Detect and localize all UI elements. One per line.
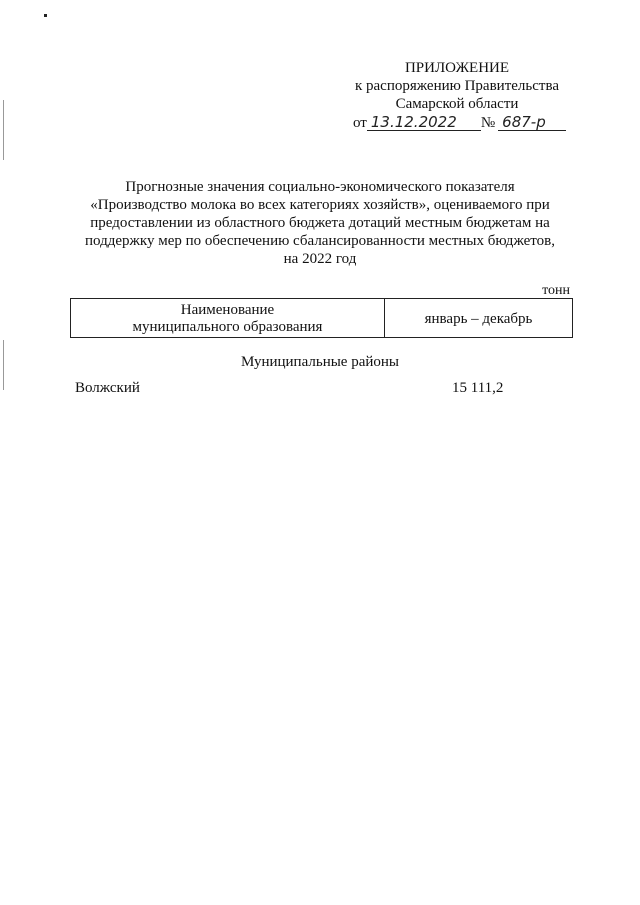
scan-edge	[3, 100, 4, 160]
appendix-date-line	[353, 114, 566, 132]
column-header-line: муниципального образования	[132, 319, 323, 335]
appendix-line: к распоряжению Правительства	[354, 78, 559, 94]
table-header	[70, 298, 573, 338]
column-header-name	[71, 299, 385, 337]
title-line: на 2022 год	[283, 251, 357, 267]
row-value: 15 111,2	[452, 380, 504, 396]
date-prefix: от	[353, 115, 367, 131]
title-line: Прогнозные значения социально-экономического показателя	[125, 179, 515, 195]
title-line: поддержку мер по обеспечению сбалансированности местных бюджетов,	[85, 233, 555, 249]
scan-speck	[44, 14, 47, 17]
number-sign: №	[480, 115, 496, 131]
title-line: «Производство молока во всех категориях хозяйств», оцениваемого при	[90, 197, 550, 213]
units-label: тонн	[542, 283, 570, 298]
title-line: предоставлении из областного бюджета дотаций местным бюджетам на	[90, 215, 550, 231]
handwritten-date: 13.12.2022	[367, 114, 481, 131]
section-heading: Муниципальные районы	[240, 354, 400, 370]
column-header-line: Наименование	[180, 302, 275, 318]
document-title	[60, 178, 580, 268]
row-name: Волжский	[75, 380, 140, 396]
column-header-period: январь – декабрь	[424, 311, 533, 327]
appendix-line: Самарской области	[395, 96, 519, 112]
handwritten-number: 687-р	[498, 114, 566, 131]
appendix-title: ПРИЛОЖЕНИЕ	[404, 60, 510, 76]
